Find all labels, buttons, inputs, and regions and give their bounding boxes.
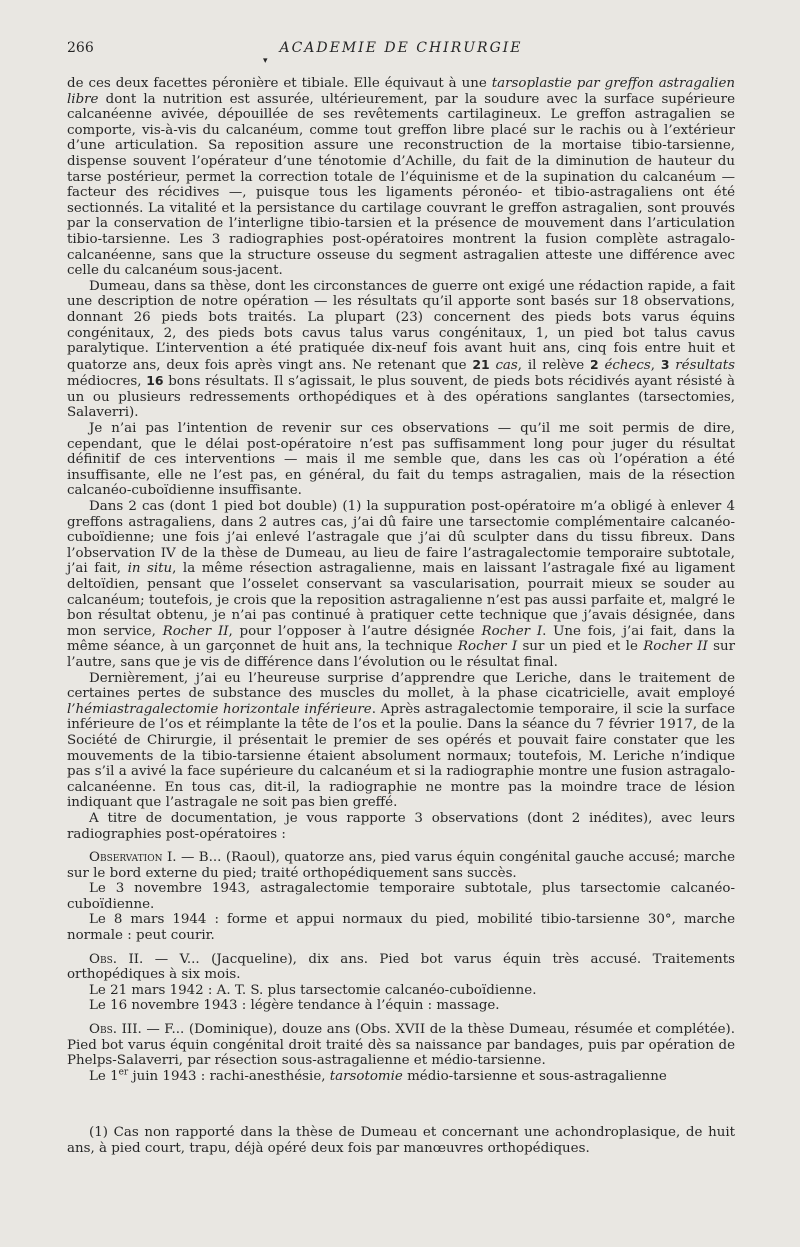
text-run: . Une fois, j’ai fait, dans la même séance, à un garçonnet de huit ans, la technique <box>67 623 735 655</box>
text-run: . III. — F... (Dominique), douze ans (Obs. XVII de la thèse Dumeau, résumée et complétée). Pied bot varus équin congénital droit traité dès sa naissance par bandages, puis par opération de Phelps-Salaverri, par résection sous-astragalienne et médio-tarsienne. <box>67 1022 735 1069</box>
text-run: Observation <box>89 850 163 866</box>
text-run: Le 3 novembre 1943, astragalectomie temporaire subtotale, plus tarsectomie calcanéo-cuboïdienne. <box>67 881 735 912</box>
paragraph-obs3b <box>67 1069 735 1085</box>
text-run: tarsotomie <box>329 1068 403 1084</box>
text-run: Rocher II <box>643 639 708 655</box>
text-run: Je n’ai pas l’intention de revenir sur ces observations — qu’il me soit permis de dire, cependant, que le délai post-opératoire n’est pas suffisamment long pour juger du résultat définitif de ces interventions — mais il me semble que, dans les cas où l’opération a été insuffisante, elle ne l’est pas, en général, du fait du temps astragalien, mais de la résection calcanéo-cuboïdienne insuffisante. <box>67 421 735 499</box>
text-run: 2 <box>590 356 599 372</box>
text-run: , il relève <box>517 357 591 373</box>
text-run: médio-tarsienne et sous-astragalienne <box>402 1068 667 1084</box>
paragraph-p2 <box>67 279 735 421</box>
text-run: l’hémiastragalectomie horizontale inférieure <box>67 701 372 717</box>
text-run: . II. — V... (Jacqueline), dix ans. Pied bot varus équin très accusé. Traitements orthopédiques à six mois. <box>67 951 735 983</box>
text-run: échecs <box>604 357 651 373</box>
text-run: Obs <box>89 951 113 967</box>
text-run: Dernièrement, j’ai eu l’heureuse surprise d’apprendre que Leriche, dans le traitement de certaines pertes de substance des muscles du mollet, à la phase cicatricielle, avait employé <box>67 670 735 702</box>
text-run: juin 1943 : rachi-anesthésie, <box>128 1068 330 1084</box>
text-run: Obs <box>89 1022 113 1038</box>
text-run: (1) Cas non rapporté dans la thèse de Dumeau et concernant une achondroplasique, de huit ans, à pied court, trapu, déjà opéré deux fois par manœuvres orthopédiques. <box>67 1125 735 1156</box>
paragraph-obs2 <box>67 952 735 983</box>
text-run: sur l’autre, sans que je vis de différence dans l’évolution ou le résultat final. <box>67 639 735 670</box>
paragraph-p4 <box>67 499 735 671</box>
paragraph-obs1b <box>67 881 735 912</box>
text-run: 21 <box>472 356 490 372</box>
printer-mark: ▾ <box>263 56 268 66</box>
text-run: Rocher I <box>457 639 518 655</box>
page-number: 266 <box>67 40 94 56</box>
text-run: A titre de documentation, je vous rapporte 3 observations (dont 2 inédites), avec leurs radiographies post-opératoires : <box>67 810 735 842</box>
paragraph-obs3 <box>67 1022 735 1069</box>
text-run: Le 8 mars 1944 : forme et appui normaux du pied, mobilité tibio-tarsienne 30°, marche normale : peut courir. <box>67 912 735 944</box>
running-title: ACADEMIE DE CHIRURGIE <box>279 40 523 56</box>
text-run: Dumeau, dans sa thèse, dont les circonstances de guerre ont exigé une rédaction rapide, a fait une description de notre opération — les résultats qu’il apporte sont basés sur 18 observations, donnant 26 pieds bots traités. La plupart (23) concernent des pieds bots varus équins congénitaux, 2, des pieds bots cavus talus varus congénitaux, 1, un pied bot talus cavus paralytique. L’intervention a été pratiquée dix-neuf fois avant huit ans, cinq fois entre huit et quatorze ans, deux fois après vingt ans. Ne retenant que <box>67 278 735 373</box>
text-run: dont la nutrition est assurée, ultérieurement, par la soudure avec la surface supérieure calcanéenne avivée, dépouillée de ses revêtements cartilagineux. Le greffon astragalien se comporte, vis-à-vis du calcanéum, comme tout greffon libre placé sur le rachis ou à l’extérieur d’une articulation. Sa reposition assure une reconstruction de la mortaise tibio-tarsienne, dispense souvent l’opérateur d’une ténotomie d’Achille, du fait de la diminution de hauteur du tarse postérieur, permet la correction totale de l’équinisme et de la supination du calcanéum — facteur des récidives —, puisque tous les ligaments péronéo- et tibio-astragaliens ont été sectionnés. La vitalité et la persistance du cartilage couvrant le greffon astragalien, sont prouvés par la conservation de l’interligne tibio-tarsien et la présence de mouvement dans l’articulation tibio-tarsienne. Les 3 radiographies post-opératoires montrent la fusion complète astragalo-calcanéenne, sans que la structure osseuse du segment astragalien atteste une différence avec celle du calcanéum sous-jacent. <box>67 91 735 279</box>
text-run: I. — B... (Raoul), quatorze ans, pied varus équin congénital gauche accusé; marche sur le bord externe du pied; traité orthopédiquement sans succès. <box>67 850 735 881</box>
text-run: 16 <box>146 373 164 389</box>
paragraph-obs2c <box>67 998 735 1014</box>
text-run: résultats <box>675 357 735 373</box>
text-run: médiocres, <box>67 374 147 390</box>
text-run: , la même résection astragalienne, mais en laissant l’astragale fixé au ligament deltoïdien, pensant que l’osselet conservant sa vascularisation, pourrait mieux se souder au calcanéum; toutefois, je crois que la reposition astragalienne n’est pas aussi parfaite et, malgré le bon résultat obtenu, je n’ai pas continué à pratiquer cette technique que j’avais désignée, dans mon service, <box>67 561 735 639</box>
text-run: , <box>650 357 661 373</box>
spacer <box>67 1014 735 1022</box>
page-header <box>67 40 735 66</box>
footnote-text <box>67 1125 735 1156</box>
text-run: Rocher II <box>162 623 229 639</box>
footnote <box>67 1125 735 1156</box>
spacer <box>67 842 735 850</box>
paragraph-p5 <box>67 671 735 811</box>
paragraph-obs1c <box>67 912 735 943</box>
paragraph-p3 <box>67 421 735 499</box>
text-run: Dans 2 cas (dont 1 pied bot double) (1) la suppuration post-opératoire m’a obligé à enlever 4 greffons astragaliens, dans 2 autres cas, j’ai dû faire une tarsectomie complémentaire calcanéo-cuboïdienne; une fois j’ai enlevé l’astragale que j’ai dû sculpter dans du tissu fibreux. Dans l’observation IV de la thèse de Dumeau, au lieu de faire l’astragalectomie temporaire subtotale, j’ai fait, <box>67 499 735 577</box>
paragraph-p6 <box>67 811 735 842</box>
text-run: Le 1 <box>89 1068 119 1084</box>
text-run: in situ <box>127 561 173 577</box>
text-run: Le 16 novembre 1943 : légère tendance à l’équin : massage. <box>89 998 500 1014</box>
paragraph-p1 <box>67 76 735 279</box>
text-run: bons résultats. Il s’agissait, le plus souvent, de pieds bots récidivés ayant résisté à un ou plusieurs redressements orthopédiques et à des opérations sanglantes (tarsectomies, Salaverri). <box>67 374 736 421</box>
text-run: , pour l’opposer à l’autre désignée <box>228 623 482 639</box>
paragraph-obs1 <box>67 850 735 881</box>
text-run: de ces deux facettes péronière et tibiale. Elle équivaut à une <box>67 76 492 91</box>
text-run: Rocher I <box>481 623 543 639</box>
text-run: sur un pied et le <box>517 639 644 655</box>
text-run: . Après astragalectomie temporaire, il scie la surface inférieure de l’os et réimplante la tête de l’os et la poulie. Dans la séance du 7 février 1917, de la Société de Chirurgie, il présentait le premier de ses opérés et pouvait faire constater que les mouvements de la tibio-tarsienne étaient absolument normaux; toutefois, M. Leriche n’indique pas s’il a avivé la face supérieure du calcanéum et si la radiographie montre une fusion astragalo-calcanéenne. En tous cas, dit-il, la radiographie ne montre pas la moindre trace de lésion indiquant que l’astragale ne soit pas bien greffé. <box>67 701 735 811</box>
text-run: er <box>118 1067 129 1078</box>
paragraph-obs2b <box>67 983 735 999</box>
body-text <box>67 76 735 1084</box>
text-run: tarsoplastie par greffon astragalien libre <box>67 76 735 107</box>
text-run: 3 <box>660 356 670 372</box>
text-run: Le 21 mars 1942 : A. T. S. plus tarsectomie calcanéo-cuboïdienne. <box>89 982 537 998</box>
text-run: cas <box>495 357 518 373</box>
spacer <box>67 944 735 952</box>
